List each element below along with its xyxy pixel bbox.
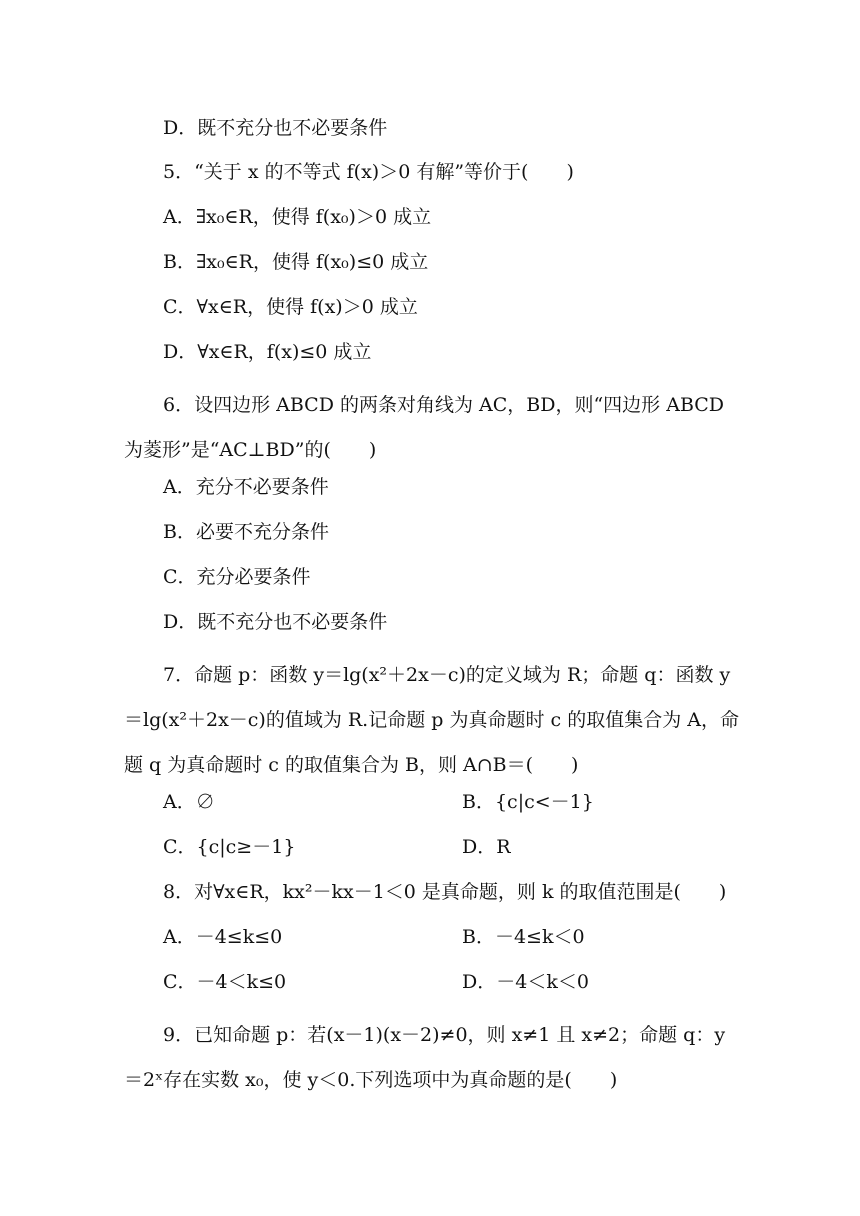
question-9-stem: 9．已知命题 p：若(x－1)(x－2)≠0，则 x≠1 且 x≠2；命题 q：y＝2ˣ存在实数 x₀，使 y＜0.下列选项中为真命题的是( ) bbox=[124, 1024, 726, 1091]
option-d-q7: D．R bbox=[462, 836, 511, 858]
option-d-q5: D．∀x∈R，f(x)≤0 成立 bbox=[163, 341, 372, 363]
option-c-q7: C．{c|c≥－1} bbox=[163, 836, 296, 858]
option-c-q6: C．充分必要条件 bbox=[163, 566, 311, 588]
option-a-q8: A．－4≤k≤0 bbox=[163, 926, 283, 948]
question-7-stem: 7．命题 p：函数 y＝lg(x²＋2x－c)的定义域为 R；命题 q：函数 y＝lg(x²＋2x－c)的值域为 R.记命题 p 为真命题时 c 的取值集合为 A，命题 q 为真命题时 c 的取值集合为 B，则 A∩B＝( ) bbox=[124, 664, 739, 776]
option-c-q5: C．∀x∈R，使得 f(x)＞0 成立 bbox=[163, 296, 418, 318]
option-a-q6: A．充分不必要条件 bbox=[163, 476, 329, 498]
option-d-q6: D．既不充分也不必要条件 bbox=[163, 611, 388, 633]
option-b-q5: B．∃x₀∈R，使得 f(x₀)≤0 成立 bbox=[163, 251, 429, 273]
option-a-q7: A．∅ bbox=[163, 791, 215, 813]
option-b-q8: B．－4≤k＜0 bbox=[462, 926, 585, 948]
question-5-stem: 5．“关于 x 的不等式 f(x)＞0 有解”等价于( ) bbox=[163, 161, 574, 183]
option-b-q7: B．{c|c<－1} bbox=[462, 791, 594, 813]
option-d-q8: D．－4＜k＜0 bbox=[462, 971, 589, 993]
option-c-q8: C．－4＜k≤0 bbox=[163, 971, 287, 993]
option-a-q5: A．∃x₀∈R，使得 f(x₀)＞0 成立 bbox=[163, 206, 432, 228]
option-b-q6: B．必要不充分条件 bbox=[163, 521, 329, 543]
option-d-q4: D．既不充分也不必要条件 bbox=[163, 117, 388, 139]
question-8-stem: 8．对∀x∈R，kx²－kx－1＜0 是真命题，则 k 的取值范围是( ) bbox=[163, 881, 727, 903]
question-6-stem: 6．设四边形 ABCD 的两条对角线为 AC，BD，则“四边形 ABCD 为菱形”是“AC⊥BD”的( ) bbox=[124, 394, 725, 461]
